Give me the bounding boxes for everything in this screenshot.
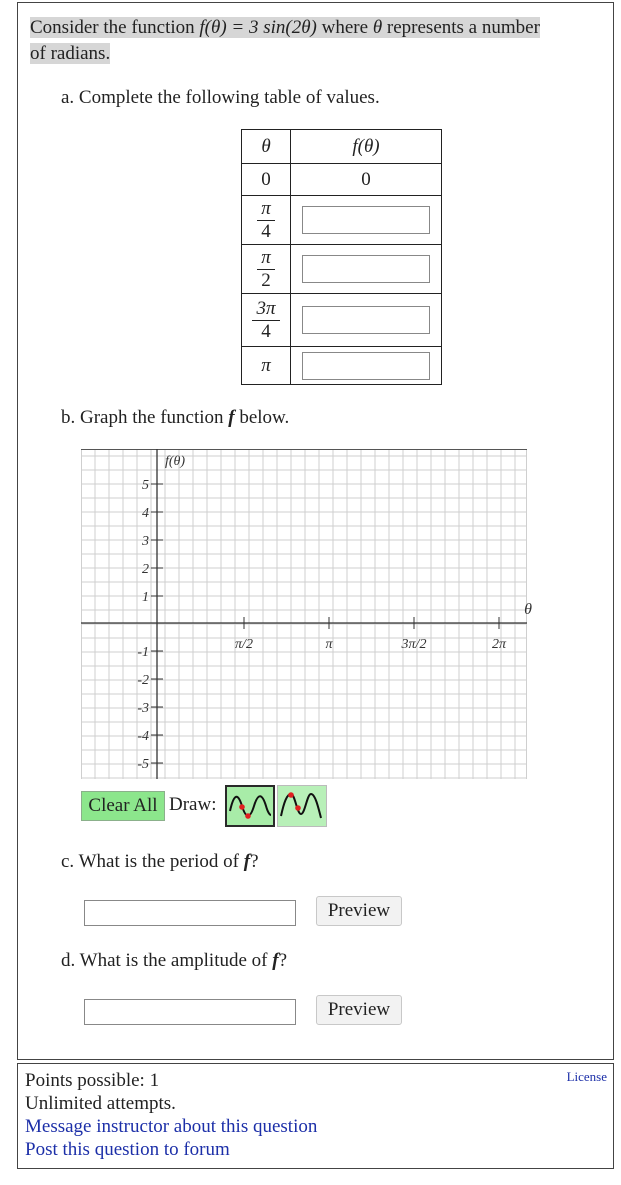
prompt-text-start: Consider the function — [30, 17, 200, 38]
table-cell-theta: 0 — [242, 164, 291, 196]
fraction-numerator: π — [257, 198, 275, 221]
y-tick-label: -1 — [137, 645, 149, 660]
amplitude-answer-input[interactable] — [84, 999, 296, 1025]
part-d-var: f — [272, 950, 279, 971]
cosine-wave-icon — [278, 786, 324, 824]
license-link[interactable]: License — [566, 1069, 607, 1084]
function-expression: f(θ) = 3 sin(2θ) — [199, 17, 317, 38]
part-b-text-end: below. — [234, 407, 290, 428]
clear-all-button[interactable]: Clear All — [81, 791, 165, 821]
x-tick-label: π/2 — [235, 637, 253, 652]
part-c-text-end: ? — [250, 851, 259, 872]
attempts-text: Unlimited attempts. — [25, 1093, 176, 1114]
part-c-var: f — [243, 851, 251, 872]
table-cell-theta — [242, 196, 291, 245]
answer-input-pi[interactable] — [302, 352, 430, 380]
amplitude-preview-button[interactable]: Preview — [316, 995, 402, 1025]
sine-wave-icon — [227, 787, 273, 825]
table-cell-theta: π — [242, 347, 291, 385]
theta-symbol: θ — [372, 17, 383, 38]
x-tick-label: 2π — [491, 637, 507, 652]
x-tick-label: 3π/2 — [401, 637, 427, 652]
x-tick-label: π — [325, 637, 333, 652]
part-b-text: b. Graph the function — [61, 407, 229, 428]
part-d-text-end: ? — [278, 950, 288, 971]
period-answer-input[interactable] — [84, 900, 296, 926]
sine-wave-tool-button[interactable] — [225, 785, 275, 827]
answer-input-pi-2[interactable] — [302, 255, 430, 283]
cosine-wave-tool-button[interactable] — [277, 785, 327, 827]
values-table — [241, 129, 442, 385]
prompt-text-mid: where — [316, 17, 373, 38]
prompt-line-2: of radians. — [30, 43, 111, 64]
message-instructor-link[interactable]: Message instructor about this question — [25, 1116, 318, 1137]
question-prompt — [30, 15, 590, 67]
period-preview-button[interactable]: Preview — [316, 896, 402, 926]
draw-label: Draw: — [169, 794, 217, 815]
post-to-forum-link[interactable]: Post this question to forum — [25, 1139, 230, 1160]
part-b-var: f — [228, 407, 235, 428]
y-tick-label: -4 — [137, 729, 149, 744]
x-axis-label: θ — [524, 601, 532, 618]
y-axis-label: f(θ) — [165, 454, 186, 469]
table-cell-theta — [242, 294, 291, 347]
part-b-label — [61, 407, 289, 429]
y-tick-label: 4 — [142, 506, 149, 521]
fraction-denominator: 2 — [261, 269, 271, 291]
part-a-label: a. Complete the following table of values. — [61, 87, 380, 108]
y-tick-label: 3 — [142, 534, 149, 549]
y-tick-label: -3 — [137, 701, 149, 716]
y-tick-label: -2 — [137, 673, 149, 688]
graph-canvas[interactable] — [81, 449, 532, 779]
part-c-label — [61, 851, 259, 873]
points-possible: Points possible: 1 — [25, 1070, 160, 1091]
y-tick-label: -5 — [137, 757, 149, 772]
fraction-numerator: 3π — [252, 298, 279, 321]
part-d-text: d. What is the amplitude of — [61, 950, 273, 971]
fraction-denominator: 4 — [261, 220, 271, 242]
table-header-theta: θ — [242, 130, 291, 164]
question-footer — [17, 1063, 614, 1169]
y-tick-label: 5 — [142, 478, 149, 493]
part-c-text: c. What is the period of — [61, 851, 244, 872]
answer-input-pi-4[interactable] — [302, 206, 430, 234]
table-header-f: f(θ) — [291, 130, 442, 164]
fraction-numerator: π — [257, 247, 275, 270]
part-d-label — [61, 950, 287, 972]
answer-input-3pi-4[interactable] — [302, 306, 430, 334]
table-cell-theta — [242, 245, 291, 294]
question-container — [17, 2, 614, 1060]
fraction-denominator: 4 — [261, 320, 271, 342]
table-cell-value: 0 — [291, 164, 442, 196]
y-tick-label: 2 — [142, 562, 149, 577]
prompt-text-end: represents a number — [382, 17, 540, 38]
y-tick-label: 1 — [142, 590, 149, 605]
